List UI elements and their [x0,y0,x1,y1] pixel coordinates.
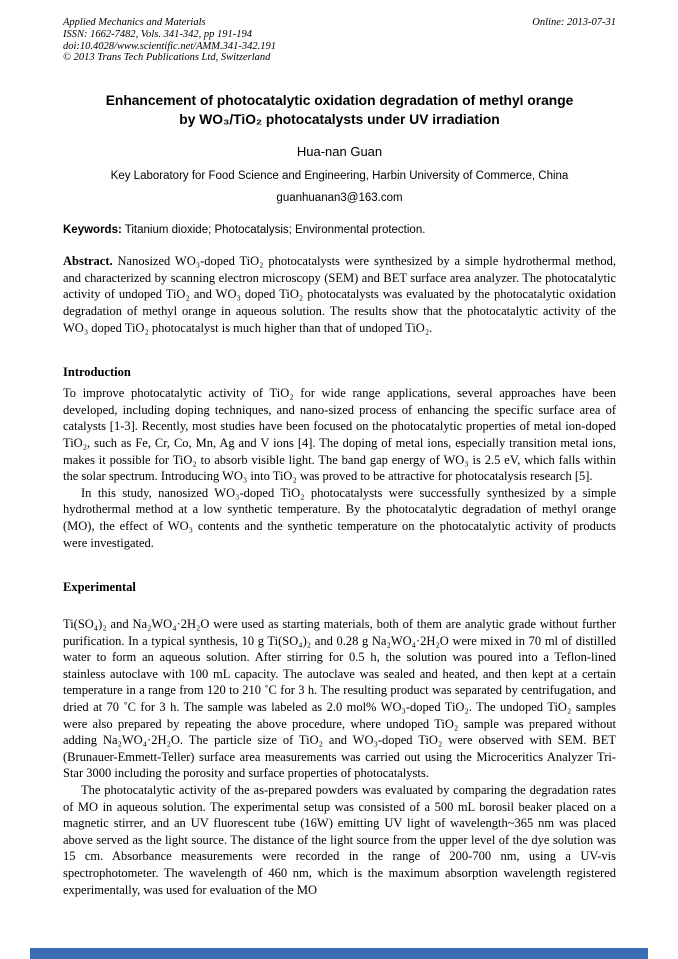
article-title-line1: Enhancement of photocatalytic oxidation degradation of methyl orange [105,93,574,109]
online-date: Online: 2013-07-31 [532,17,616,28]
abstract-paragraph [63,253,616,336]
paragraph-introduction-2: In this study, nanosized WO₃-doped TiO₂ photocatalysts were successfully synthesized by a simple hydrothermal method at a low synthetic temperature. By the photocatalytic degradation of methyl orange (MO), the effect of WO₃ contents and the synthetic temperature on the photocatalytic activity of products were investigated. [63,485,616,550]
author-email: guanhuanan3@163.com [276,192,403,205]
paragraph-experimental-2: The photocatalytic activity of the as-prepared powders was evaluated by comparing the degradation rates of MO in aqueous solution. The experimental setup was consisted of a 500 mL borosil beaker placed on a magnetic stirrer, and an UV fluorescent tube (16W) emitting UV light of wavelength~365 nm was placed above served as the light source. The distance of the light source from the upper level of the dye solution was 15 cm. Absorbance measurements were recorded in the range of 200-700 nm, using a UV-vis spectrophotometer. The wavelength of 460 nm, which is the maximum absorption wavelength registered experimentally, was used for evaluation of the MO [63,783,616,897]
keywords-label: Keywords: [63,224,122,237]
article-title [63,91,616,129]
journal-header [63,17,616,64]
paragraph-experimental-1: Ti(SO₄)₂ and Na₂WO₄·2H₂O were used as starting materials, both of them are analytic grade without further purification. In a typical synthesis, 10 g Ti(SO₄)₂ and 0.28 g Na₂WO₄·2H₂O were mixed in 70 ml of distilled water to form an aqueous solution. After stirring for 0.5 h, the solution was poured into a Teflon-lined stainless autoclave with 100 mL capacity. The autoclave was sealed and heated, and then kept at a certain temperature in a range from 120 to 210 ˚C for 3 h. The resulting product was separated by centrifugation, and dried at 70 ˚C for 3 h. The sample was labeled as 2.0 mol% WO₃-doped TiO₂. The undoped TiO₂ samples were also prepared by repeating the above procedure, where undoped TiO₂ sample was prepared without adding Na₂WO₄·2H₂O. The particle size of TiO₂ and WO₃-doped TiO₂ were observed with SEM. BET (Brunauer-Emmett-Teller) surface area measurements was carried out using the Microceritics Analyzer Tri-Star 3000 including the porosity and surface properties of photocatalysts. [63,617,616,781]
keywords-line [63,224,616,236]
journal-name: Applied Mechanics and Materials [63,17,206,28]
copyright-line: © 2013 Trans Tech Publications Ltd, Switzerland [63,52,271,64]
paragraph-introduction-1: To improve photocatalytic activity of TiO₂ for wide range applications, several approaches have been developed, including doping techniques, and nano-sized process of enhancing the specific surface area of catalysts [1-3]. Recently, most studies have been focused on the photocatalytic properties of metal ion-doped TiO₂, such as Fe, Cr, Co, Mn, Ag and V ions [4]. The doping of metal ions, especially transition metal ions, makes it possible for TiO₂ to absorb visible light. The band gap energy of WO₃ is 2.5 eV, which falls within the solar spectrum. Introducing WO₃ into TiO₂ was proved to be attractive for photocatalysis research [5]. [63,386,616,484]
abstract-text: Nanosized WO₃-doped TiO₂ photocatalysts were synthesized by a simple hydrothermal method, and characterized by scanning electron microscopy (SEM) and BET surface area analyzer. The photocatalytic activity of undoped TiO₂ and WO₃ doped TiO₂ photocatalysts was evaluated by the photocatalytic oxidation degradation of methyl orange in aqueous solution. The results show that the photocatalytic activity of the WO₃ doped TiO₂ photocatalyst is much higher than that of undoped TiO₂. [63,254,616,335]
section-heading-experimental: Experimental [63,580,136,595]
section-heading-introduction: Introduction [63,365,131,380]
doi-line: doi:10.4028/www.scientific.net/AMM.341-342.191 [63,40,276,52]
author-name: Hua-nan Guan [296,144,383,160]
journal-header-row [63,17,616,29]
keywords-text: Titanium dioxide; Photocatalysis; Environmental protection. [121,224,426,237]
footer-bar [30,948,648,959]
affiliation: Key Laboratory for Food Science and Engineering, Harbin University of Commerce, China [110,170,569,183]
issn-line: ISSN: 1662-7482, Vols. 341-342, pp 191-194 [63,28,252,40]
abstract-label: Abstract. [63,254,113,269]
article-title-line2: by WO₃/TiO₂ photocatalysts under UV irradiation [179,112,500,128]
